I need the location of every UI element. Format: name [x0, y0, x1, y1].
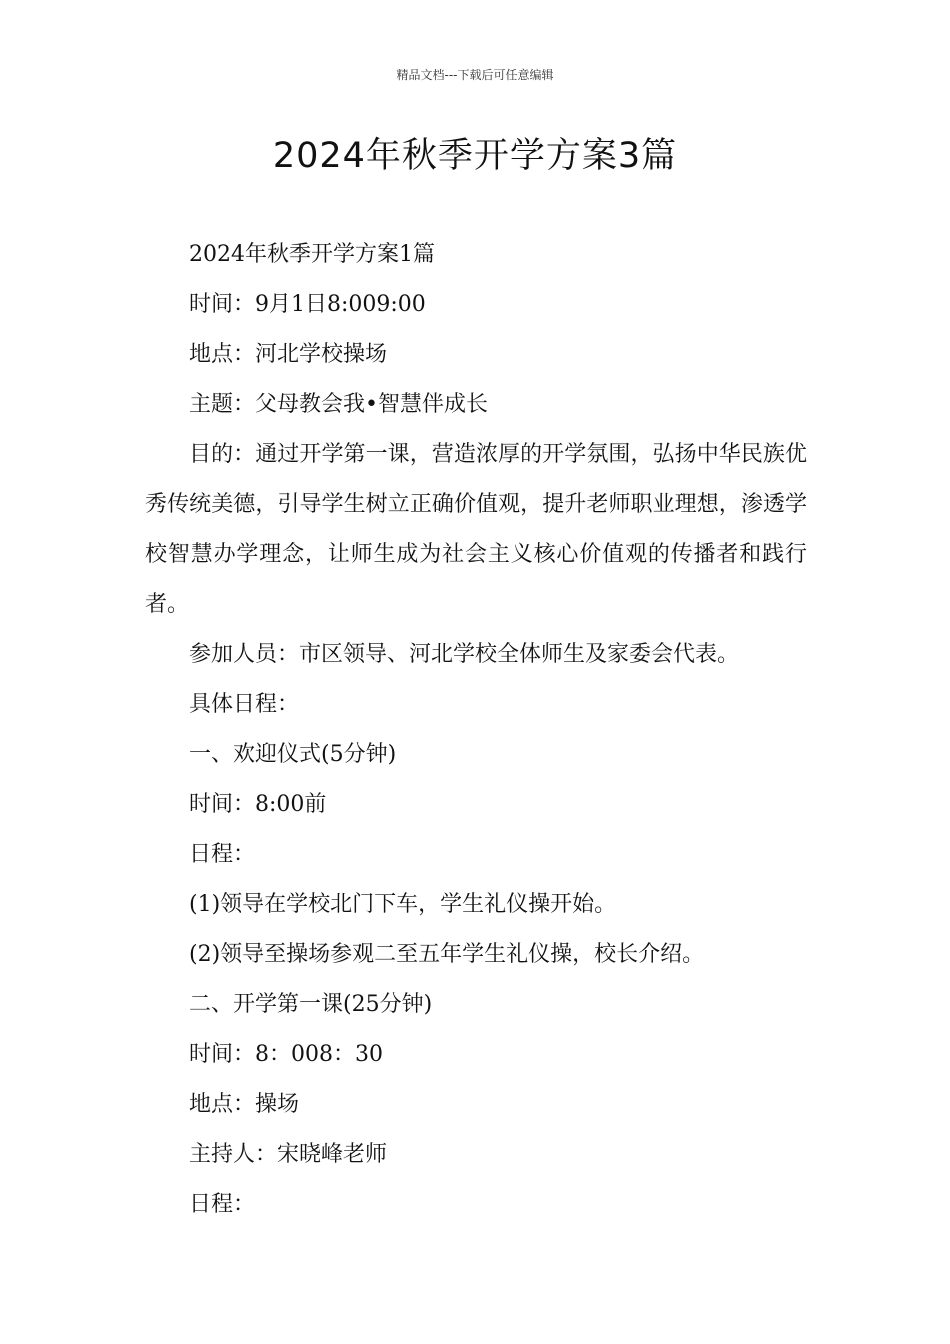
paragraph-purpose: 目的：通过开学第一课，营造浓厚的开学氛围，弘扬中华民族优秀传统美德，引导学生树立正确价值观，提升老师职业理想，渗透学校智慧办学理念，让师生成为社会主义核心价值观的传播者和践行者。 [145, 442, 807, 617]
paragraph-theme: 主题：父母教会我•智慧伴成长 [189, 392, 488, 417]
section-welcome-heading: 一、欢迎仪式(5分钟) [189, 742, 397, 767]
paragraph-welcome-schedule-label: 日程： [189, 842, 256, 867]
paragraph-lesson-schedule-label: 日程： [189, 1192, 256, 1217]
header-note: 精品文档---下载后可任意编辑 [396, 68, 554, 82]
paragraph-lesson-location: 地点：操场 [189, 1092, 300, 1117]
paragraph-time: 时间：9月1日8:009:00 [189, 292, 426, 317]
document-body [145, 230, 807, 1230]
paragraph-welcome-time: 时间：8:00前 [189, 792, 327, 817]
document-title: 2024年秋季开学方案3篇 [272, 136, 678, 176]
paragraph-location: 地点：河北学校操场 [189, 342, 388, 367]
paragraph-schedule-label: 具体日程： [189, 692, 300, 717]
paragraph-plan-heading: 2024年秋季开学方案1篇 [189, 242, 435, 267]
paragraph-welcome-item-1: (1)领导在学校北门下车，学生礼仪操开始。 [189, 892, 617, 917]
section-first-lesson-heading: 二、开学第一课(25分钟) [189, 992, 433, 1017]
paragraph-welcome-item-2: (2)领导至操场参观二至五年学生礼仪操，校长介绍。 [189, 942, 705, 967]
paragraph-participants: 参加人员：市区领导、河北学校全体师生及家委会代表。 [189, 642, 740, 667]
paragraph-lesson-host: 主持人：宋晓峰老师 [189, 1142, 388, 1167]
paragraph-lesson-time: 时间：8：008：30 [189, 1042, 383, 1067]
